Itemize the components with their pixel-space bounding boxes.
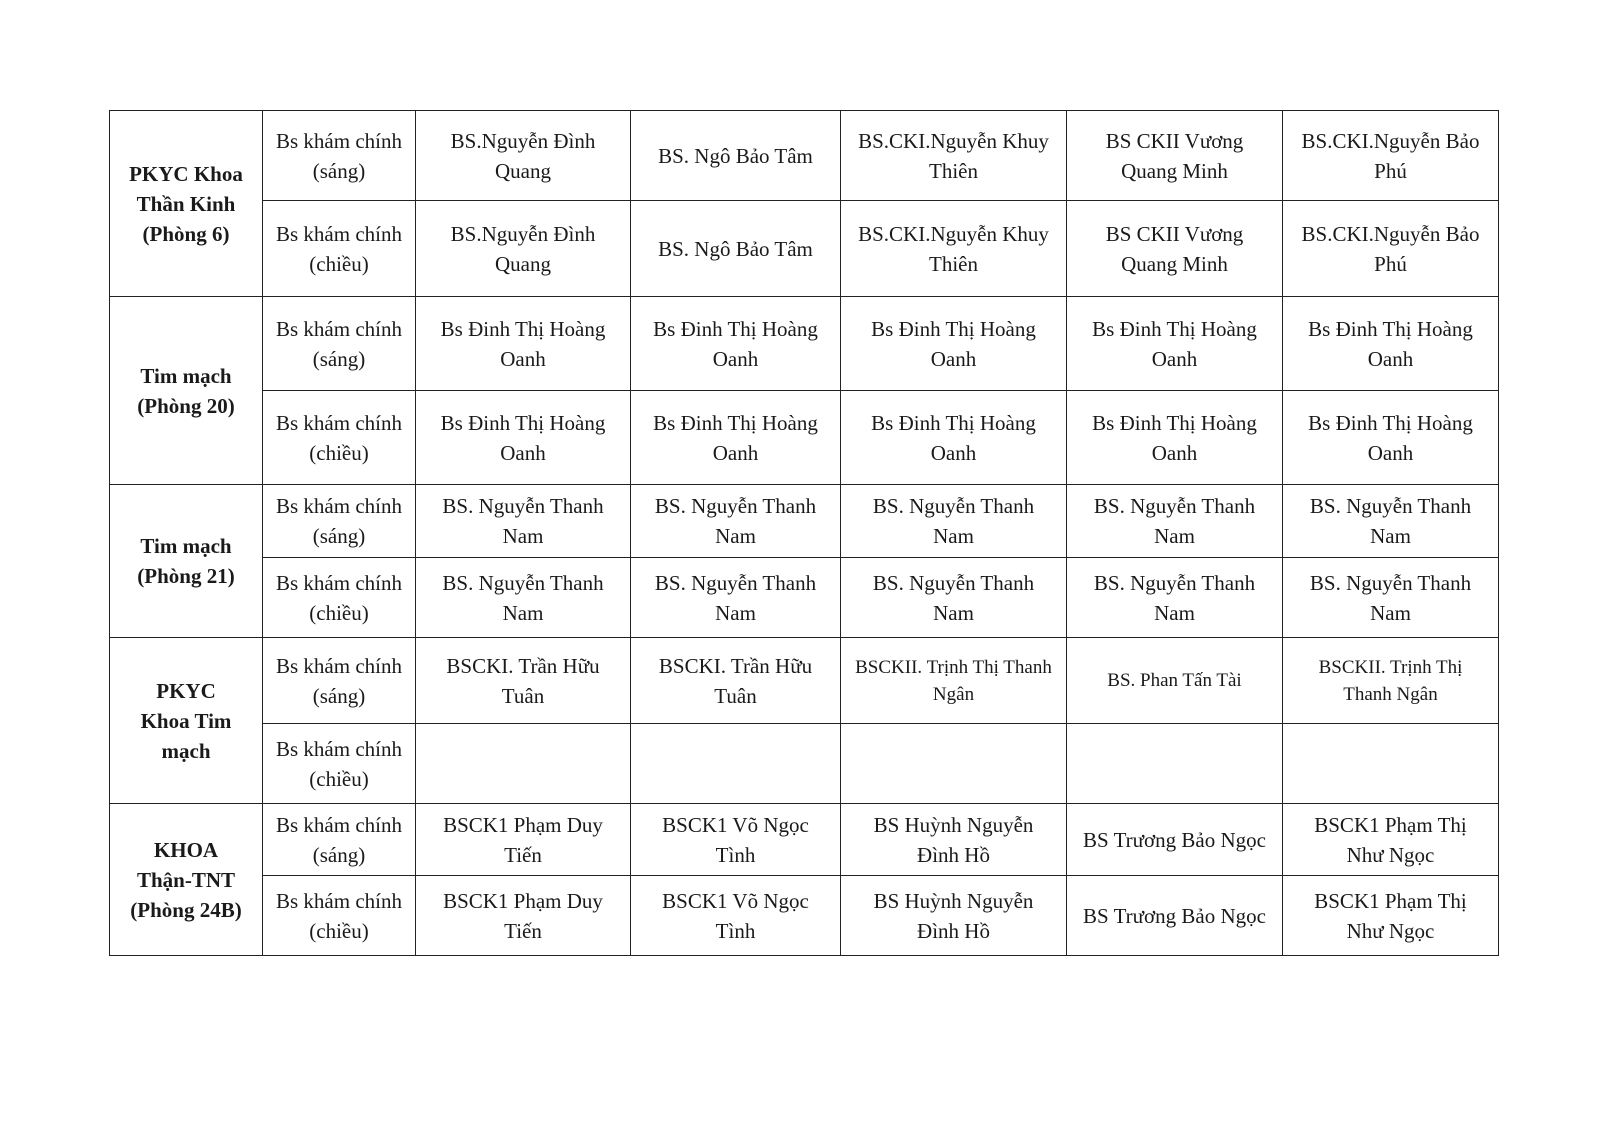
doctor-cell: BS Huỳnh Nguyễn Đình Hồ	[841, 876, 1067, 956]
doctor-cell: Bs Đinh Thị Hoàng Oanh	[631, 297, 841, 391]
doctor-cell	[841, 724, 1067, 804]
table-row	[110, 111, 1499, 201]
shift-cell: Bs khám chính (sáng)	[263, 638, 416, 724]
table-row	[110, 201, 1499, 297]
doctor-cell	[1067, 724, 1283, 804]
doctor-cell: BS CKII Vương Quang Minh	[1067, 201, 1283, 297]
doctor-cell: BS. Nguyễn Thanh Nam	[1283, 485, 1499, 558]
doctor-cell: BS. Nguyễn Thanh Nam	[1067, 485, 1283, 558]
shift-cell: Bs khám chính (chiều)	[263, 876, 416, 956]
doctor-cell: BSCKI. Trần Hữu Tuân	[631, 638, 841, 724]
shift-cell: Bs khám chính (chiều)	[263, 724, 416, 804]
table-row	[110, 391, 1499, 485]
shift-cell: Bs khám chính (sáng)	[263, 111, 416, 201]
doctor-cell: BSCKI. Trần Hữu Tuân	[416, 638, 631, 724]
doctor-cell: BS CKII Vương Quang Minh	[1067, 111, 1283, 201]
shift-cell: Bs khám chính (sáng)	[263, 485, 416, 558]
doctor-cell: BSCK1 Võ Ngọc Tình	[631, 876, 841, 956]
doctor-cell: Bs Đinh Thị Hoàng Oanh	[1067, 297, 1283, 391]
doctor-cell: BS. Nguyễn Thanh Nam	[416, 485, 631, 558]
doctor-cell: BS.Nguyễn Đình Quang	[416, 111, 631, 201]
doctor-cell: Bs Đinh Thị Hoàng Oanh	[416, 391, 631, 485]
doctor-cell: BS. Phan Tấn Tài	[1067, 638, 1283, 724]
doctor-cell	[416, 724, 631, 804]
shift-cell: Bs khám chính (chiều)	[263, 558, 416, 638]
doctor-cell: Bs Đinh Thị Hoàng Oanh	[1067, 391, 1283, 485]
table-row	[110, 638, 1499, 724]
table-row	[110, 485, 1499, 558]
department-cell: Tim mạch (Phòng 20)	[110, 297, 263, 485]
table-row	[110, 558, 1499, 638]
doctor-cell: BSCKII. Trịnh Thị Thanh Ngân	[841, 638, 1067, 724]
doctor-cell: BS Huỳnh Nguyễn Đình Hồ	[841, 804, 1067, 876]
table-row	[110, 297, 1499, 391]
doctor-cell: Bs Đinh Thị Hoàng Oanh	[416, 297, 631, 391]
doctor-cell: BSCK1 Phạm Thị Như Ngọc	[1283, 876, 1499, 956]
doctor-cell: BSCK1 Phạm Duy Tiến	[416, 804, 631, 876]
doctor-cell: BS. Nguyễn Thanh Nam	[631, 558, 841, 638]
shift-cell: Bs khám chính (chiều)	[263, 201, 416, 297]
doctor-cell: Bs Đinh Thị Hoàng Oanh	[841, 297, 1067, 391]
doctor-cell: Bs Đinh Thị Hoàng Oanh	[1283, 297, 1499, 391]
doctor-cell: BS.CKI.Nguyễn Khuy Thiên	[841, 201, 1067, 297]
table-row	[110, 724, 1499, 804]
department-cell: PKYC Khoa Thần Kinh (Phòng 6)	[110, 111, 263, 297]
doctor-cell: BS. Nguyễn Thanh Nam	[841, 485, 1067, 558]
table-row	[110, 804, 1499, 876]
doctor-cell	[1283, 724, 1499, 804]
doctor-cell: BS Trương Bảo Ngọc	[1067, 876, 1283, 956]
table-row	[110, 876, 1499, 956]
doctor-cell: BSCKII. Trịnh Thị Thanh Ngân	[1283, 638, 1499, 724]
doctor-cell: BS. Nguyễn Thanh Nam	[631, 485, 841, 558]
doctor-cell: BSCK1 Võ Ngọc Tình	[631, 804, 841, 876]
department-cell: PKYC Khoa Tim mạch	[110, 638, 263, 804]
doctor-cell: BSCK1 Phạm Thị Như Ngọc	[1283, 804, 1499, 876]
schedule-table	[109, 110, 1499, 956]
doctor-cell	[631, 724, 841, 804]
doctor-cell: BSCK1 Phạm Duy Tiến	[416, 876, 631, 956]
doctor-cell: BS.CKI.Nguyễn Khuy Thiên	[841, 111, 1067, 201]
doctor-cell: BS. Nguyễn Thanh Nam	[416, 558, 631, 638]
doctor-cell: BS. Nguyễn Thanh Nam	[841, 558, 1067, 638]
doctor-cell: Bs Đinh Thị Hoàng Oanh	[1283, 391, 1499, 485]
department-cell: KHOA Thận-TNT (Phòng 24B)	[110, 804, 263, 956]
doctor-cell: BS. Ngô Bảo Tâm	[631, 111, 841, 201]
doctor-cell: BS. Ngô Bảo Tâm	[631, 201, 841, 297]
doctor-cell: BS Trương Bảo Ngọc	[1067, 804, 1283, 876]
doctor-cell: Bs Đinh Thị Hoàng Oanh	[841, 391, 1067, 485]
shift-cell: Bs khám chính (chiều)	[263, 391, 416, 485]
shift-cell: Bs khám chính (sáng)	[263, 804, 416, 876]
doctor-cell: BS. Nguyễn Thanh Nam	[1067, 558, 1283, 638]
doctor-cell: BS.CKI.Nguyễn Bảo Phú	[1283, 201, 1499, 297]
department-cell: Tim mạch (Phòng 21)	[110, 485, 263, 638]
doctor-cell: BS.Nguyễn Đình Quang	[416, 201, 631, 297]
doctor-cell: BS.CKI.Nguyễn Bảo Phú	[1283, 111, 1499, 201]
doctor-cell: BS. Nguyễn Thanh Nam	[1283, 558, 1499, 638]
doctor-cell: Bs Đinh Thị Hoàng Oanh	[631, 391, 841, 485]
shift-cell: Bs khám chính (sáng)	[263, 297, 416, 391]
